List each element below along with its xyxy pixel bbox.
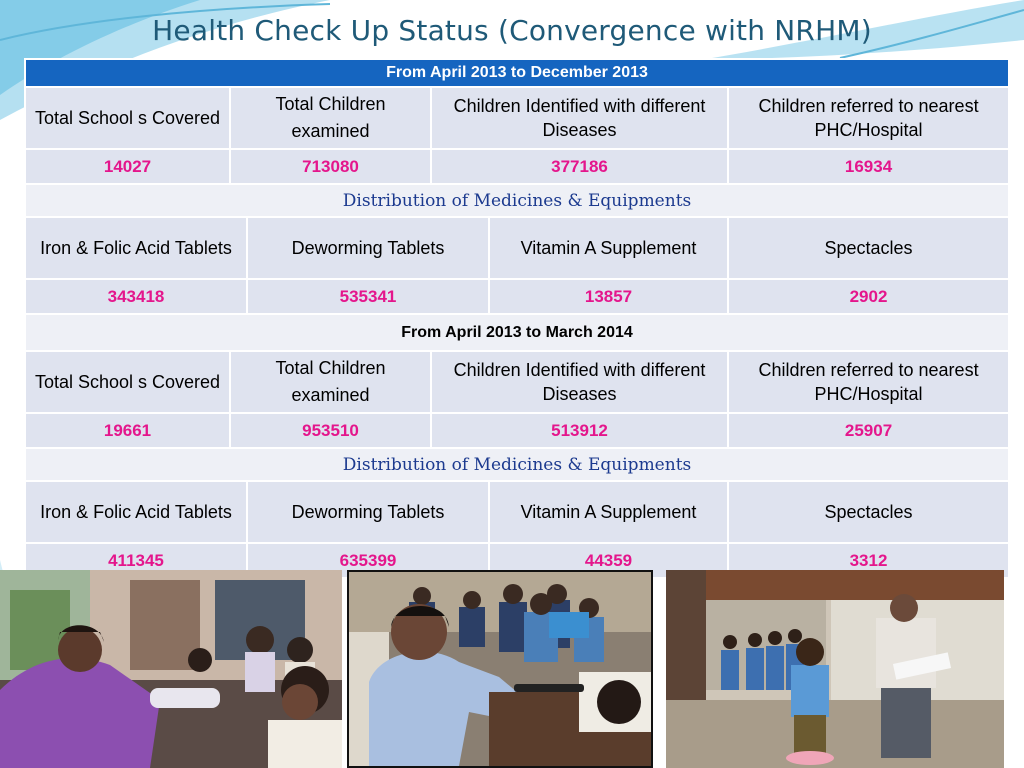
value-children: 713080: [230, 149, 431, 184]
period2-distribution-row: [25, 448, 1009, 481]
period1-header-row: [25, 59, 1009, 87]
value-vitamin-a: 13857: [489, 279, 728, 314]
period2-values-row: [25, 413, 1009, 448]
value-children: 953510: [230, 413, 431, 448]
period2-med-labels-row: [25, 481, 1009, 543]
period1-header: From April 2013 to December 2013: [25, 59, 1009, 87]
value-identified: 513912: [431, 413, 728, 448]
label-schools: Total School s Covered: [25, 87, 230, 149]
period1-distribution-row: [25, 184, 1009, 217]
label-vitamin-a: Vitamin A Supplement: [489, 217, 728, 279]
period2-labels-row: [25, 351, 1009, 413]
label-iron: Iron & Folic Acid Tablets: [25, 217, 247, 279]
photo-oral-drops: [0, 570, 342, 768]
label-referred: Children referred to nearest PHC/Hospital: [728, 87, 1009, 149]
label-deworming: Deworming Tablets: [247, 481, 489, 543]
value-vitamin-a: 44359: [489, 543, 728, 578]
value-deworming: 635399: [247, 543, 489, 578]
label-referred: Children referred to nearest PHC/Hospital: [728, 351, 1009, 413]
value-referred: 16934: [728, 149, 1009, 184]
label-spectacles: Spectacles: [728, 481, 1009, 543]
period2-header-row: [25, 314, 1009, 351]
value-schools: 14027: [25, 149, 230, 184]
label-spectacles: Spectacles: [728, 217, 1009, 279]
value-referred: 25907: [728, 413, 1009, 448]
period1-med-labels-row: [25, 217, 1009, 279]
label-children: Total Children examined: [230, 87, 431, 149]
distribution-title: Distribution of Medicines & Equipments: [25, 448, 1009, 481]
value-identified: 377186: [431, 149, 728, 184]
period1-labels-row: [25, 87, 1009, 149]
distribution-title: Distribution of Medicines & Equipments: [25, 184, 1009, 217]
label-vitamin-a: Vitamin A Supplement: [489, 481, 728, 543]
value-iron: 343418: [25, 279, 247, 314]
label-schools: Total School s Covered: [25, 351, 230, 413]
page-title: Health Check Up Status (Convergence with NRHM): [152, 14, 872, 47]
period1-med-values-row: [25, 279, 1009, 314]
label-iron: Iron & Folic Acid Tablets: [25, 481, 247, 543]
label-children: Total Children examined: [230, 351, 431, 413]
value-spectacles: 3312: [728, 543, 1009, 578]
photo-weighing: [666, 570, 1004, 768]
value-spectacles: 2902: [728, 279, 1009, 314]
period2-header: From April 2013 to March 2014: [25, 314, 1009, 351]
label-identified: Children Identified with different Diseases: [431, 351, 728, 413]
label-identified: Children Identified with different Diseases: [431, 87, 728, 149]
health-status-table: [24, 58, 1010, 579]
value-schools: 19661: [25, 413, 230, 448]
value-deworming: 535341: [247, 279, 489, 314]
period1-values-row: [25, 149, 1009, 184]
value-iron: 411345: [25, 543, 247, 578]
photo-doctor-exam: [347, 570, 653, 768]
label-deworming: Deworming Tablets: [247, 217, 489, 279]
